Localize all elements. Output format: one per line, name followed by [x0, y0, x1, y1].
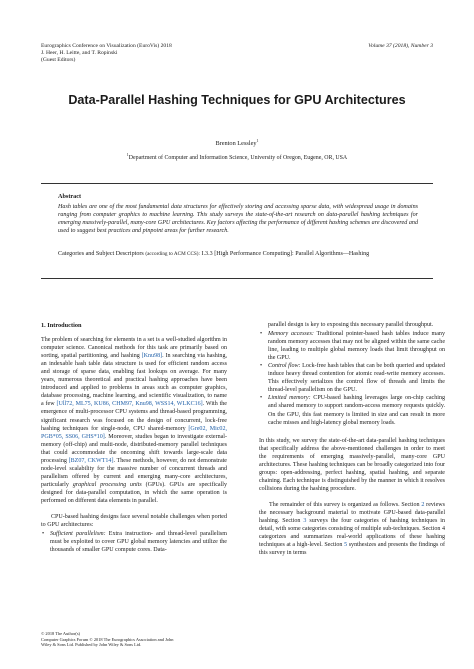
bullet-label: Memory accesses: [268, 331, 314, 338]
right-column [259, 321, 445, 557]
volume-header: Volume 37 (2018), Number 3 [368, 43, 433, 49]
challenge-list [41, 530, 227, 554]
bullet-continuation: parallel design is key to exposing this necessary parallel throughput. [268, 322, 434, 328]
paper-title: Data-Parallel Hashing Techniques for GPU Architectures [68, 93, 406, 107]
affiliation-text: Department of Computer and Information Science, University of Oregon, Eugene, OR, USA [128, 154, 348, 161]
bullet-icon: • [260, 363, 263, 370]
copyright-footer [41, 631, 173, 648]
survey-paragraph: In this study, we survey the state-of-the-art data-parallel hashing techniques that specifically address the above-mentioned challenges in order to meet the requirements of emerging massively-parallel, many-core GPU architectures. These hashing techniques can be broadly categorized into four groups: open-addressing, perfect hashing, spatial hashing, and separate chaining. Each technique is distinguished by the manner in which it resolves collisions during the hashing procedure. [259, 437, 445, 492]
text-span: . These methods, however, do not demonstrate node-level scalability for the massive number of concurrent threads and parallelism offered by current and emerging many-core architectures, particularly [41, 457, 227, 488]
list-item [260, 362, 445, 394]
bullet-text: CPU-based hashing leverages large on-chip caching and shared memory to support random-access memory requests quickly. On the GPU, this fast memory is limited in size and can result in more cache misses and high-latency global memory loads. [268, 395, 445, 426]
citation-link[interactable]: [Knu98] [141, 353, 163, 360]
author-name: Brenton Lessley [215, 140, 257, 148]
abstract-heading: Abstract [58, 193, 82, 200]
intro-paragraph-1 [41, 336, 227, 505]
citation-link[interactable]: [Ull72, ML75, KU86, CHM97, Knu98, WSS14, WLKC16] [56, 401, 203, 408]
text-span: . Moreover, studies began to investigate external-memory (off-chip) and multi-node, distributed-memory parallel techniques that could accommodate the oncoming shift towards large-scale data processing [41, 433, 227, 464]
footer-line: Computer Graphics Forum © 2018 The Eurographics Association and John [41, 636, 174, 642]
categories-label: Categories and Subject Descriptors [58, 251, 144, 257]
abstract-top-rule [41, 183, 433, 184]
left-column [41, 322, 227, 554]
citation-link[interactable]: [Gre02, Mic02, PGB*05, SS06, GHS*10] [41, 425, 227, 440]
section-link[interactable]: 2 [421, 501, 425, 508]
text-span: synthesizes and presents the findings of this survey in terms [259, 542, 445, 557]
author-line [0, 138, 474, 147]
categories-text: I.3.3 [High Performance Computing]: Parallel Algorithms—Hashing [201, 251, 370, 257]
text-span: (GPUs). GPUs are specifically designed for data-parallel computation, in which the same operation is performed on different data elements in parallel. [41, 481, 227, 504]
section-heading-introduction: 1. Introduction [41, 322, 82, 329]
guest-editors-line: (Guest Editors) [41, 57, 76, 64]
text-span: surveys the four categories of hashing techniques in detail, with some categories consisting of multiple sub-techniques. Section 4 categorizes and summarizes real-world applications of these hashing techniques at a high-level. Section [259, 518, 445, 549]
section-link[interactable]: 3 [303, 518, 307, 525]
conference-header [41, 43, 172, 65]
text-span: . In searching via hashing, an indexable hash table data structure is used for efficient random access and storage of sparse data, enabling fast lookups on average. For many years, numerous theoretical and practical hashing approaches have been introduced and applied to problems in areas such as computer graphics, database processing, machine learning, and scientific visualization, to name a few [41, 353, 227, 408]
text-span: reviews the necessary background material to motivate GPU-based data-parallel hashing. Section [259, 501, 445, 525]
list-item [260, 394, 445, 426]
abstract-text: Hash tables are one of the most fundamental data structures for effectively storing and accessing sparse data, with widespread usage in domains ranging from computer graphics to machine learning. This study surveys the state-of-the-art research on data-parallel hashing techniques for emerging massively-parallel, many-core GPU architectures. Key factors affecting the performance of different hashing schemes are discovered and used to suggest best practices and pinpoint areas for further research. [58, 204, 418, 234]
text-span: The remainder of this survey is organized as follows. Section [269, 501, 422, 508]
categories-note: (according to ACM CCS): [145, 251, 200, 257]
affiliation-superscript: 1 [126, 152, 129, 157]
abstract-bottom-rule [41, 278, 433, 279]
bullet-icon: • [260, 395, 263, 402]
bullet-label: Limited memory: [268, 395, 311, 402]
bullet-text: Lock-free hash tables that can be both queried and updated induce heavy thread contention for atomic read-write memory accesses. This effectively serializes the control flow of threads and limits the thread-level parallelism on the GPU. [268, 363, 445, 394]
categories-block [58, 250, 418, 258]
venue-line: Eurographics Conference on Visualization (EuroVis) 2018 [41, 43, 172, 49]
bullet-icon: • [260, 331, 263, 338]
author-superscript: 1 [256, 138, 259, 143]
text-span: The problem of searching for elements in a set is a well-studied algorithm in computer science. Canonical methods for this task are primarily based on sorting, spatial partitioning, and hashing [41, 337, 227, 360]
editors-line: J. Heer, H. Leitte, and T. Ropinski [41, 50, 118, 57]
emphasis-text: graphical processing units [72, 481, 142, 488]
bullet-text: Traditional pointer-based hash tables induce many random memory accesses that may not be aligned within the same cache line, leading to multiple global memory loads that limit throughput on the GPU. [268, 331, 445, 362]
list-item [260, 330, 445, 362]
outline-paragraph [259, 501, 445, 557]
text-span: . With the emergence of multi-processor CPU systems and thread-based programming, significant research was focused on the design of concurrent, lock-free hashing techniques for single-node, CPU shared-memory [41, 401, 227, 432]
citation-link[interactable]: [BZ07, CKWT14] [68, 457, 114, 464]
section-link[interactable]: 5 [344, 542, 348, 549]
affiliation-line [0, 152, 474, 161]
footer-line: © 2018 The Author(s) [41, 631, 80, 636]
bullet-text: Extra instruction- and thread-level parallelism must be exploited to cover GPU global memory latencies and utilize the thousands of smaller GPU compute cores. Data- [50, 531, 227, 554]
bullet-label: Control flow: [268, 363, 301, 370]
challenge-list-continued [259, 330, 445, 427]
intro-paragraph-2: CPU-based hashing designs face several notable challenges when ported to GPU architectures: [41, 514, 227, 529]
footer-line: Wiley & Sons Ltd. Published by John Wiley & Sons Ltd. [41, 642, 142, 648]
list-item [42, 530, 227, 554]
bullet-label: Sufficient parallelism: [50, 531, 106, 538]
bullet-icon: • [42, 531, 45, 538]
